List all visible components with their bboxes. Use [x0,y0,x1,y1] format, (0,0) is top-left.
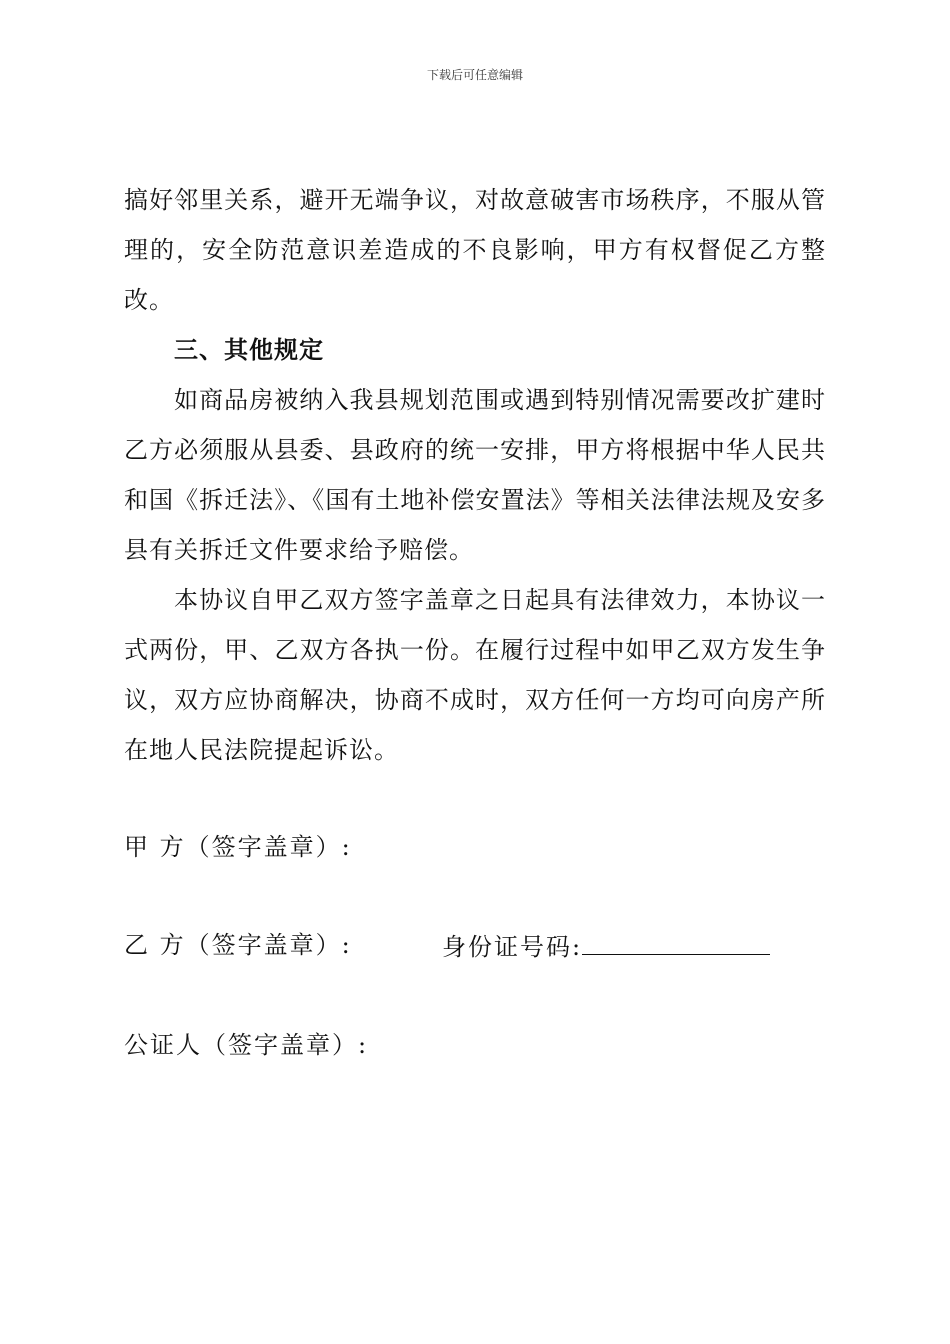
page-header: 下载后可任意编辑 [426,68,523,82]
section-heading-other-rules: 三、其他规定 [174,336,324,364]
paragraph-neighbor-relations: 搞好邻里关系，避开无端争议，对故意破害市场秩序，不服从管理的，安全防范意识差造成的不良影响，甲方有权督促乙方整改。 [124,186,826,314]
party-a-signature-label: 甲 方（签字盖章）: [124,833,352,861]
document-body [124,175,826,775]
party-b-signature-label: 乙 方（签字盖章）: [124,931,352,959]
id-number-blank-line[interactable] [582,928,770,955]
paragraph-legal-effect: 本协议自甲乙双方签字盖章之日起具有法律效力，本协议一式两份，甲、乙双方各执一份。在履行过程中如甲乙双方发生争议，双方应协商解决，协商不成时，双方任何一方均可向房产所在地人民法院提起诉讼。 [124,586,826,764]
id-number-label: 身份证号码: [442,933,583,961]
id-number-field [442,928,770,964]
notary-signature-label: 公证人（签字盖章）: [124,1031,369,1059]
paragraph-relocation: 如商品房被纳入我县规划范围或遇到特别情况需要改扩建时乙方必须服从县委、县政府的统一安排，甲方将根据中华人民共和国《拆迁法》、《国有土地补偿安置法》等相关法律法规及安多县有关拆迁文件要求给予赔偿。 [124,386,826,564]
